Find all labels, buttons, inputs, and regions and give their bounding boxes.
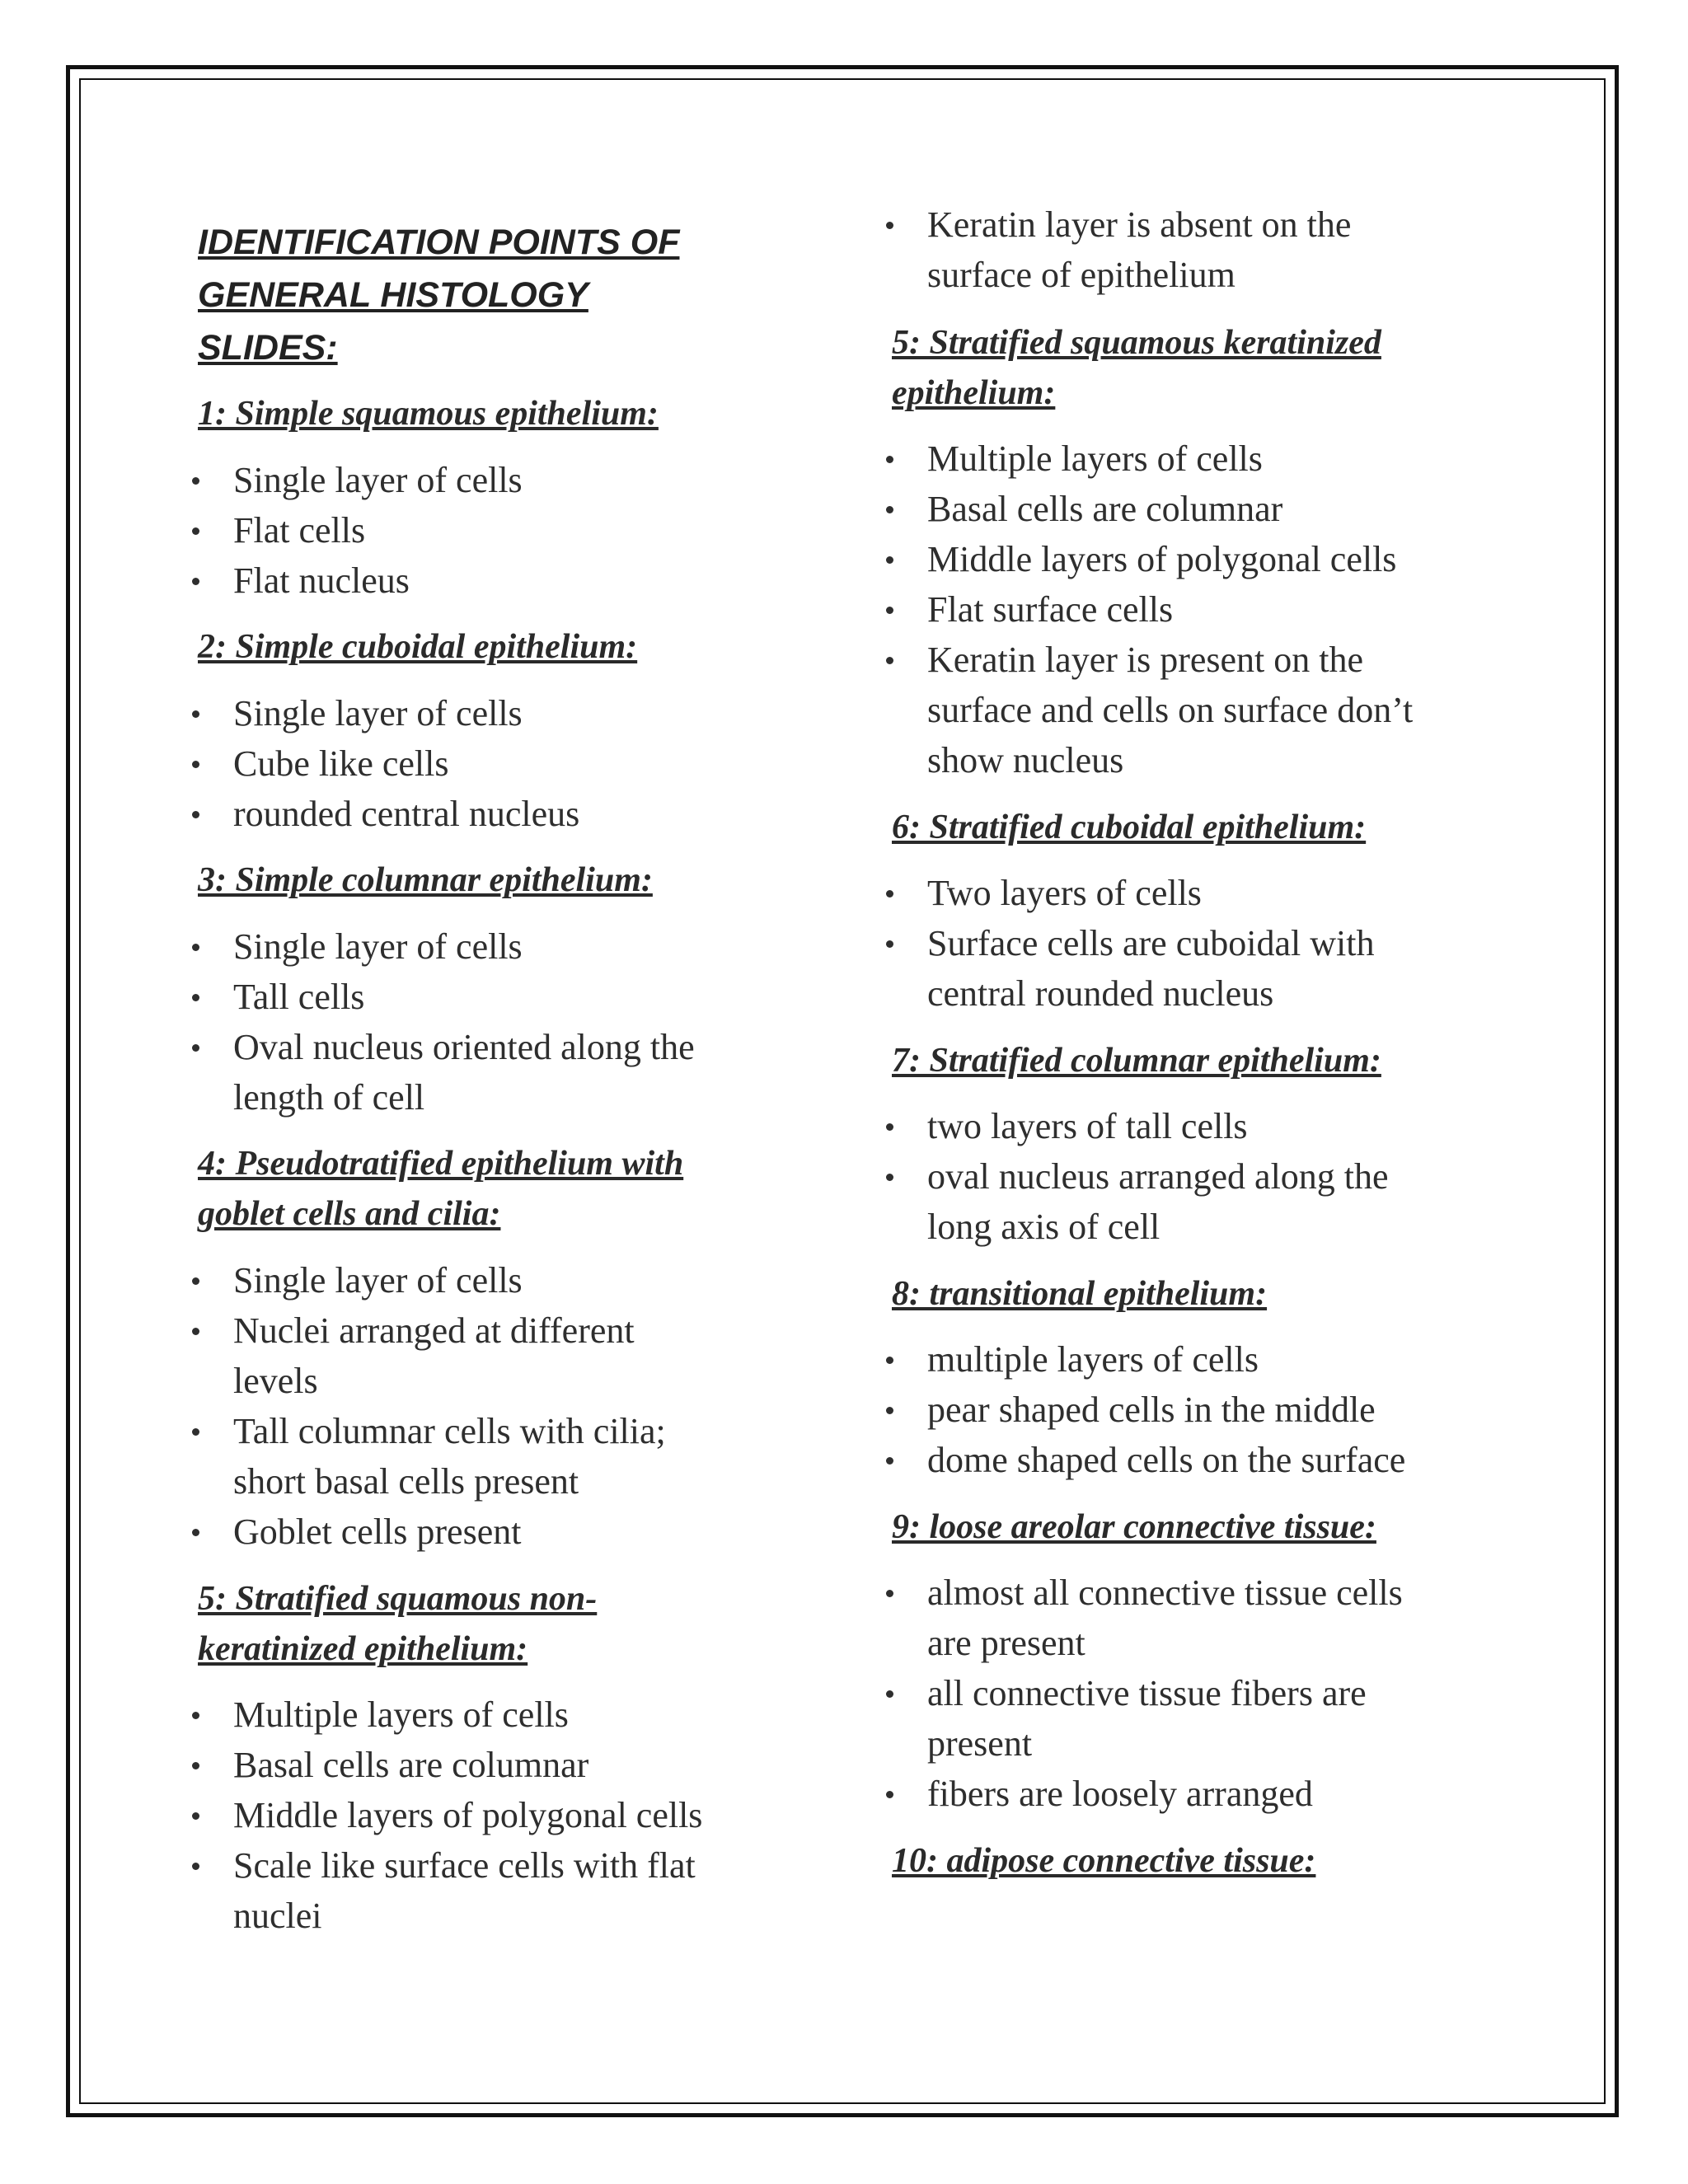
list-item: Flat nucleus (192, 555, 802, 606)
list-item: Single layer of cells (192, 688, 802, 738)
list-item: two layers of tall cells (886, 1101, 1521, 1151)
list-simple-squamous (192, 455, 802, 606)
list-item: Multiple layers of cells (886, 434, 1521, 484)
heading-stratified-squamous-nonkeratinized: 5: Stratified squamous non- keratinized epithelium: (198, 1580, 598, 1668)
bullet-icon (886, 1174, 893, 1181)
heading-transitional: 8: transitional epithelium: (892, 1275, 1268, 1313)
bullet-icon (886, 1690, 893, 1698)
list-loose-areolar (886, 1568, 1521, 1819)
bullet-icon (192, 477, 199, 485)
bullet-icon (192, 994, 199, 1001)
list-item: Flat cells (192, 505, 802, 555)
bullet-icon (886, 1123, 893, 1131)
bullet-icon (886, 556, 893, 564)
list-item: dome shaped cells on the surface (886, 1435, 1521, 1485)
heading-stratified-squamous-keratinized: 5: Stratified squamous keratinized epithelium: (892, 324, 1381, 412)
list-item: Keratin layer is present on the surface and cells on surface don’t show nucleus (886, 635, 1521, 785)
heading-stratified-columnar: 7: Stratified columnar epithelium: (892, 1042, 1381, 1080)
list-item: Flat surface cells (886, 584, 1521, 635)
bullet-icon (192, 811, 199, 818)
bullet-icon (886, 940, 893, 948)
bullet-icon (192, 578, 199, 585)
list-item: Single layer of cells (192, 1255, 802, 1305)
heading-adipose: 10: adipose connective tissue: (892, 1842, 1316, 1880)
title-line-3: SLIDES: (198, 328, 338, 368)
list-stratified-squamous-nonkeratinized-continued (886, 199, 1521, 300)
list-item: Single layer of cells (192, 455, 802, 505)
bullet-icon (886, 1791, 893, 1798)
bullet-icon (886, 657, 893, 664)
list-item: multiple layers of cells (886, 1334, 1521, 1385)
title-line-1: IDENTIFICATION POINTS OF (198, 223, 680, 262)
bullet-icon (886, 607, 893, 614)
list-item: fibers are loosely arranged (886, 1769, 1521, 1819)
list-item: Single layer of cells (192, 921, 802, 972)
list-item: Two layers of cells (886, 868, 1521, 918)
list-stratified-squamous-nonkeratinized (192, 1690, 802, 1941)
list-simple-cuboidal (192, 688, 802, 839)
list-stratified-columnar (886, 1101, 1521, 1252)
list-item: Basal cells are columnar (192, 1740, 802, 1790)
bullet-icon (886, 1357, 893, 1364)
list-item: Nuclei arranged at different levels (192, 1305, 802, 1406)
list-item: all connective tissue fibers are present (886, 1668, 1521, 1769)
list-item: Tall columnar cells with cilia; short basal cells present (192, 1406, 802, 1507)
heading-simple-columnar: 3: Simple columnar epithelium: (198, 861, 653, 899)
list-item: Middle layers of polygonal cells (192, 1790, 802, 1840)
list-pseudostratified (192, 1255, 802, 1557)
bullet-icon (886, 506, 893, 513)
bullet-icon (886, 456, 893, 463)
list-item: Multiple layers of cells (192, 1690, 802, 1740)
heading-simple-squamous: 1: Simple squamous epithelium: (198, 395, 659, 433)
bullet-icon (886, 1457, 893, 1465)
bullet-icon (192, 1812, 199, 1820)
list-item: Middle layers of polygonal cells (886, 534, 1521, 584)
bullet-icon (886, 1590, 893, 1597)
bullet-icon (886, 222, 893, 229)
bullet-icon (192, 944, 199, 951)
list-simple-columnar (192, 921, 802, 1122)
list-stratified-squamous-keratinized (886, 434, 1521, 785)
list-item: Scale like surface cells with flat nuclei (192, 1840, 802, 1941)
list-item: Surface cells are cuboidal with central rounded nucleus (886, 918, 1521, 1019)
bullet-icon (192, 1863, 199, 1870)
heading-loose-areolar: 9: loose areolar connective tissue: (892, 1508, 1376, 1546)
bullet-icon (192, 1712, 199, 1719)
list-item: Oval nucleus oriented along the length of cell (192, 1022, 802, 1122)
bullet-icon (886, 1407, 893, 1414)
document-title (198, 216, 808, 374)
heading-pseudostratified: 4: Pseudotratified epithelium with goblet cells and cilia: (198, 1145, 684, 1233)
list-item: Keratin layer is absent on the surface of epithelium (886, 199, 1521, 300)
bullet-icon (192, 1044, 199, 1052)
bullet-icon (192, 1529, 199, 1536)
list-item: Goblet cells present (192, 1507, 802, 1557)
list-item: oval nucleus arranged along the long axis of cell (886, 1151, 1521, 1252)
heading-stratified-cuboidal: 6: Stratified cuboidal epithelium: (892, 808, 1367, 846)
bullet-icon (192, 1428, 199, 1436)
list-item: almost all connective tissue cells are present (886, 1568, 1521, 1668)
title-line-2: GENERAL HISTOLOGY (198, 275, 588, 315)
bullet-icon (192, 761, 199, 768)
list-transitional (886, 1334, 1521, 1485)
bullet-icon (886, 890, 893, 898)
list-item: Tall cells (192, 972, 802, 1022)
list-item: Basal cells are columnar (886, 484, 1521, 534)
bullet-icon (192, 710, 199, 718)
list-item: Cube like cells (192, 738, 802, 789)
bullet-icon (192, 527, 199, 535)
bullet-icon (192, 1277, 199, 1285)
list-stratified-cuboidal (886, 868, 1521, 1019)
bullet-icon (192, 1328, 199, 1335)
list-item: pear shaped cells in the middle (886, 1385, 1521, 1435)
heading-simple-cuboidal: 2: Simple cuboidal epithelium: (198, 628, 638, 666)
list-item: rounded central nucleus (192, 789, 802, 839)
bullet-icon (192, 1762, 199, 1769)
